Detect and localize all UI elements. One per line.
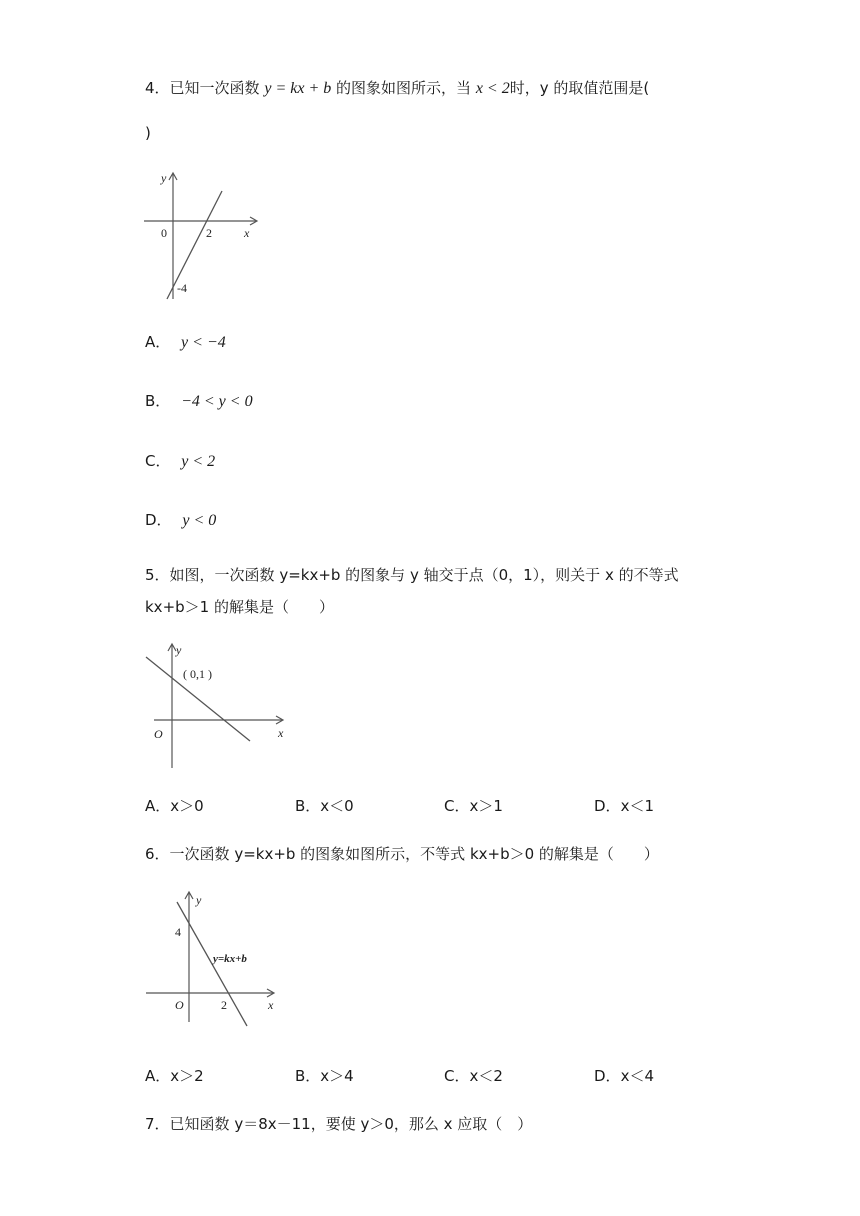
- q4-x-axis-label: x: [244, 226, 250, 240]
- option-label: B．: [295, 1067, 321, 1085]
- option-text: y < 2: [181, 453, 216, 470]
- q4-x-tick-label: 2: [206, 226, 212, 240]
- q5-stem-line2: kx+b＞1 的解集是（ ）: [145, 598, 334, 616]
- option-label: C．: [444, 1067, 470, 1085]
- q4-graph: [140, 165, 265, 305]
- q4-y-tick-label: -4: [177, 281, 187, 295]
- option-label: A．: [145, 333, 171, 351]
- option-text: x＞2: [170, 1067, 204, 1085]
- q4-text-prefix: 已知一次函数: [169, 79, 260, 97]
- q6-option-b[interactable]: [295, 1066, 354, 1086]
- q7-stem: [145, 1114, 532, 1134]
- option-label: C．: [444, 797, 470, 815]
- q5-point-label: ( 0,1 ): [183, 667, 212, 681]
- q4-y-var: y: [539, 79, 549, 97]
- option-text: y < −4: [181, 334, 226, 351]
- option-text: x＜2: [469, 1067, 503, 1085]
- q4-option-c[interactable]: [145, 451, 215, 472]
- option-text: x＞0: [170, 797, 204, 815]
- q6-option-d[interactable]: [594, 1066, 654, 1086]
- q5-number: 5．: [145, 566, 170, 584]
- option-text: x＞4: [320, 1067, 354, 1085]
- q6-graph: [140, 888, 285, 1028]
- q6-stem: [145, 844, 659, 864]
- q7-number: 7．: [145, 1115, 170, 1133]
- q6-x-axis-label: x: [268, 998, 274, 1012]
- option-text: x＜0: [320, 797, 354, 815]
- q4-condition: x < 2: [475, 80, 510, 97]
- option-text: −4 < y < 0: [181, 393, 253, 410]
- q4-function-line: [167, 191, 222, 299]
- q5-stem-line1: [145, 565, 679, 585]
- q5-option-a[interactable]: [145, 796, 204, 816]
- q5-origin-label: O: [154, 727, 163, 741]
- option-label: B．: [295, 797, 321, 815]
- q4-origin-label: 0: [161, 226, 167, 240]
- option-text: x＞1: [469, 797, 503, 815]
- q5-option-b[interactable]: [295, 796, 354, 816]
- q4-number: 4．: [145, 79, 170, 97]
- q6-option-a[interactable]: [145, 1066, 204, 1086]
- q4-stem: [145, 78, 649, 99]
- q5-option-c[interactable]: [444, 796, 503, 816]
- q4-option-a[interactable]: [145, 332, 226, 353]
- option-label: A．: [145, 1067, 171, 1085]
- option-label: A．: [145, 797, 171, 815]
- q4-text-end: 的取值范围是(: [553, 79, 650, 97]
- q5-x-axis-label: x: [278, 726, 284, 740]
- option-text: x＜4: [620, 1067, 654, 1085]
- option-label: D．: [594, 1067, 621, 1085]
- q4-text-suffix: 时，: [509, 79, 540, 97]
- option-label: B．: [145, 392, 171, 410]
- option-label: D．: [145, 511, 172, 529]
- q7-text: 已知函数 y＝8x－11，要使 y＞0，那么 x 应取（ ）: [169, 1115, 533, 1133]
- q4-paren-close: ): [145, 124, 151, 142]
- q4-y-axis-label: y: [161, 171, 167, 185]
- q5-y-axis-label: y: [176, 643, 182, 657]
- q5-text-line1: 如图，一次函数 y=kx+b 的图象与 y 轴交于点（0，1），则关于 x 的不等式: [169, 566, 679, 584]
- q6-line-label: y=kx+b: [213, 953, 247, 965]
- q5-graph: [140, 640, 300, 775]
- q4-text-middle: 的图象如图所示，当: [336, 79, 472, 97]
- q6-y-axis-label: y: [196, 893, 202, 907]
- q4-option-b[interactable]: [145, 391, 253, 412]
- q6-option-c[interactable]: [444, 1066, 503, 1086]
- q6-y-tick-label: 4: [175, 925, 181, 939]
- option-label: D．: [594, 797, 621, 815]
- q5-option-d[interactable]: [594, 796, 654, 816]
- q6-x-tick-label: 2: [221, 998, 227, 1012]
- option-text: x＜1: [620, 797, 654, 815]
- q6-origin-label: O: [175, 998, 184, 1012]
- q4-equation: y = kx + b: [264, 80, 332, 97]
- q4-option-d[interactable]: [145, 510, 216, 531]
- option-text: y < 0: [182, 512, 217, 529]
- q6-text: 一次函数 y=kx+b 的图象如图所示，不等式 kx+b＞0 的解集是（ ）: [169, 845, 659, 863]
- q6-number: 6．: [145, 845, 170, 863]
- option-label: C．: [145, 452, 171, 470]
